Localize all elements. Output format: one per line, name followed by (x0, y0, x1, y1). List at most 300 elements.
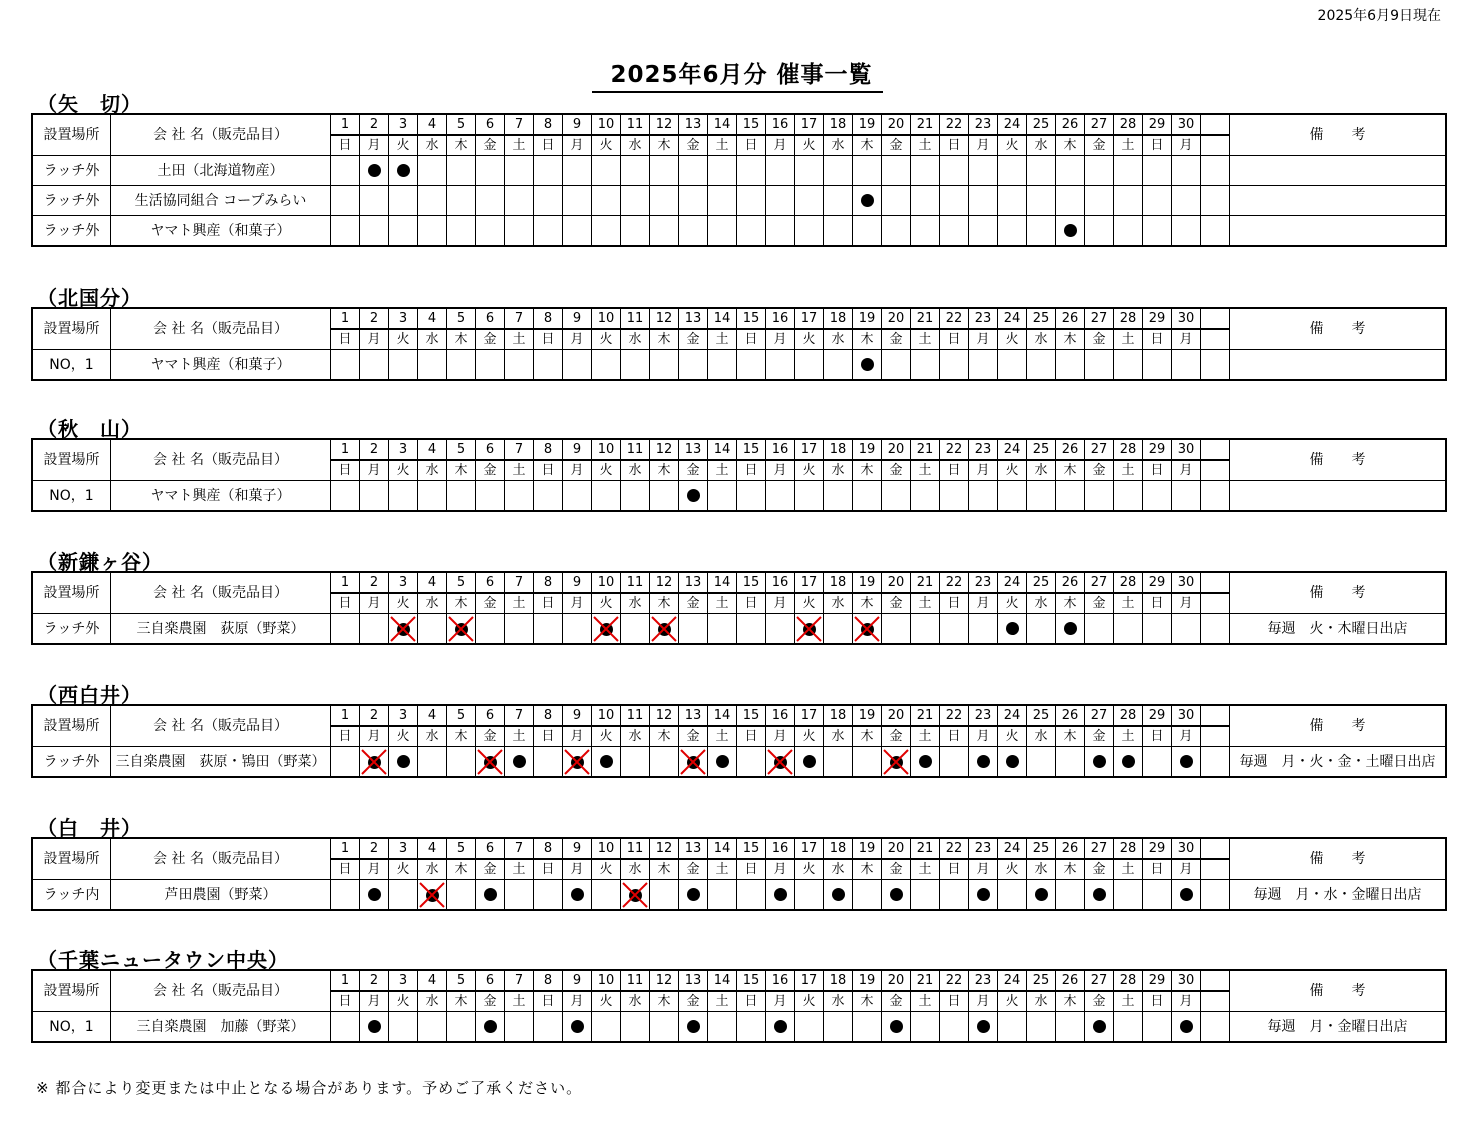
weekday: 金 (476, 726, 505, 747)
weekday: 水 (621, 859, 650, 880)
day-cell (650, 1012, 679, 1042)
event-dot-icon (1006, 622, 1019, 635)
day-cell (476, 880, 505, 910)
company-cell: 芦田農園（野菜） (111, 880, 331, 910)
day-number: 27 (1085, 839, 1114, 860)
day-cell (592, 481, 621, 511)
day-number: 24 (998, 115, 1027, 136)
day-number: 11 (621, 440, 650, 461)
day-number: 3 (389, 706, 418, 727)
day-number: 16 (766, 839, 795, 860)
weekday: 木 (1056, 726, 1085, 747)
weekday: 日 (737, 859, 766, 880)
weekday: 日 (1143, 726, 1172, 747)
day-number: 26 (1056, 440, 1085, 461)
day-number: 28 (1114, 573, 1143, 594)
location-cell: ラッチ外 (33, 747, 111, 777)
blank-day-cell (1201, 706, 1230, 727)
weekday: 水 (621, 329, 650, 350)
event-dot-icon (977, 755, 990, 768)
red-cross-icon (419, 882, 445, 908)
event-dot-icon (368, 888, 381, 901)
day-number: 10 (592, 115, 621, 136)
day-cell (795, 880, 824, 910)
weekday: 月 (1172, 329, 1201, 350)
weekday: 月 (969, 135, 998, 156)
event-dot-icon (1180, 888, 1193, 901)
table-row (33, 216, 1446, 246)
red-cross-icon (593, 616, 619, 642)
day-number: 13 (679, 839, 708, 860)
day-cell (911, 614, 940, 644)
day-cell (969, 350, 998, 380)
day-number: 7 (505, 440, 534, 461)
weekday: 日 (331, 135, 360, 156)
weekday: 火 (389, 726, 418, 747)
table-row (33, 156, 1446, 186)
weekday: 土 (1114, 135, 1143, 156)
day-cell (766, 880, 795, 910)
day-number: 8 (534, 440, 563, 461)
weekday: 水 (418, 329, 447, 350)
weekday: 土 (505, 859, 534, 880)
cancelled-event-icon (477, 749, 503, 775)
company-header: 会 社 名（販売品目） (111, 309, 331, 350)
day-cell (360, 216, 389, 246)
day-number: 22 (940, 440, 969, 461)
weekday: 水 (418, 726, 447, 747)
weekday: 火 (795, 859, 824, 880)
day-cell (418, 216, 447, 246)
day-cell (1056, 186, 1085, 216)
day-cell (1172, 156, 1201, 186)
weekday: 月 (766, 329, 795, 350)
weekday: 木 (853, 329, 882, 350)
weekday: 火 (592, 329, 621, 350)
weekday: 土 (505, 726, 534, 747)
weekday: 木 (853, 135, 882, 156)
day-number: 30 (1172, 706, 1201, 727)
day-cell (592, 747, 621, 777)
day-cell (679, 156, 708, 186)
weekday: 月 (1172, 859, 1201, 880)
day-cell (389, 350, 418, 380)
event-dot-icon (397, 164, 410, 177)
red-cross-icon (361, 749, 387, 775)
weekday: 土 (911, 593, 940, 614)
weekday: 金 (679, 329, 708, 350)
weekday: 水 (621, 460, 650, 481)
day-number: 7 (505, 309, 534, 330)
day-number: 6 (476, 115, 505, 136)
remarks-cell (1230, 186, 1446, 216)
blank-day-cell (1201, 481, 1230, 511)
day-cell (1114, 747, 1143, 777)
table-row (33, 1012, 1446, 1042)
day-number: 17 (795, 115, 824, 136)
event-dot-icon (368, 1020, 381, 1033)
weekday: 月 (563, 460, 592, 481)
weekday: 火 (592, 726, 621, 747)
day-cell (1027, 747, 1056, 777)
weekday: 土 (1114, 329, 1143, 350)
day-cell (824, 156, 853, 186)
day-number: 24 (998, 309, 1027, 330)
day-number: 20 (882, 971, 911, 992)
weekday: 火 (592, 593, 621, 614)
blank-day-cell (1201, 156, 1230, 186)
day-cell (708, 481, 737, 511)
day-number: 29 (1143, 839, 1172, 860)
day-number: 25 (1027, 706, 1056, 727)
weekday: 土 (1114, 460, 1143, 481)
blank-day-cell (1201, 971, 1230, 992)
weekday: 木 (1056, 859, 1085, 880)
day-number: 5 (447, 440, 476, 461)
weekday: 日 (331, 991, 360, 1012)
blank-weekday-cell (1201, 991, 1230, 1012)
day-number: 20 (882, 706, 911, 727)
event-dot-icon (1006, 755, 1019, 768)
day-cell (766, 1012, 795, 1042)
cancelled-event-icon (564, 749, 590, 775)
event-dot-icon (484, 888, 497, 901)
weekday: 木 (650, 726, 679, 747)
day-number: 29 (1143, 309, 1172, 330)
day-cell (708, 156, 737, 186)
day-number: 24 (998, 706, 1027, 727)
event-dot-icon (1180, 1020, 1193, 1033)
day-cell (824, 614, 853, 644)
day-cell (505, 216, 534, 246)
location-cell: NO，1 (33, 350, 111, 380)
day-cell (476, 350, 505, 380)
weekday: 水 (824, 593, 853, 614)
day-cell (592, 880, 621, 910)
day-cell (1114, 350, 1143, 380)
day-number: 5 (447, 971, 476, 992)
day-number: 11 (621, 573, 650, 594)
day-number: 20 (882, 115, 911, 136)
day-cell (969, 481, 998, 511)
location-cell: ラッチ外 (33, 186, 111, 216)
day-cell (998, 880, 1027, 910)
day-cell (534, 156, 563, 186)
weekday: 火 (998, 991, 1027, 1012)
cancelled-event-icon (883, 749, 909, 775)
day-cell (447, 186, 476, 216)
event-dot-icon (977, 1020, 990, 1033)
day-cell (331, 747, 360, 777)
weekday: 金 (679, 593, 708, 614)
section-title: （新鎌ヶ谷） (37, 550, 163, 574)
event-dot-icon (861, 358, 874, 371)
event-dot-icon (484, 1020, 497, 1033)
weekday: 日 (534, 329, 563, 350)
day-cell (824, 481, 853, 511)
day-number: 30 (1172, 115, 1201, 136)
day-cell (331, 186, 360, 216)
day-cell (824, 350, 853, 380)
day-number: 14 (708, 706, 737, 727)
red-cross-icon (854, 616, 880, 642)
remarks-cell: 毎週 月・水・金曜日出店 (1230, 880, 1446, 910)
blank-day-cell (1201, 216, 1230, 246)
day-cell (824, 1012, 853, 1042)
red-cross-icon (448, 616, 474, 642)
weekday: 木 (447, 726, 476, 747)
weekday: 金 (679, 991, 708, 1012)
weekday: 金 (882, 460, 911, 481)
day-cell (911, 1012, 940, 1042)
day-number: 28 (1114, 440, 1143, 461)
page-title (0, 56, 1475, 93)
day-cell (331, 880, 360, 910)
table-row (33, 747, 1446, 777)
day-cell (737, 747, 766, 777)
weekday: 日 (1143, 593, 1172, 614)
day-number: 28 (1114, 115, 1143, 136)
day-cell (679, 186, 708, 216)
weekday: 火 (592, 135, 621, 156)
day-cell (882, 216, 911, 246)
day-cell (1172, 614, 1201, 644)
day-cell (969, 1012, 998, 1042)
day-cell (679, 350, 708, 380)
weekday: 金 (882, 859, 911, 880)
day-cell (534, 350, 563, 380)
day-cell (998, 216, 1027, 246)
weekday: 月 (766, 460, 795, 481)
day-cell (563, 1012, 592, 1042)
day-cell (969, 156, 998, 186)
red-cross-icon (622, 882, 648, 908)
day-cell (1172, 186, 1201, 216)
day-cell (360, 481, 389, 511)
day-cell (708, 350, 737, 380)
day-cell (1085, 350, 1114, 380)
day-cell (592, 156, 621, 186)
day-number: 22 (940, 839, 969, 860)
day-number: 12 (650, 839, 679, 860)
day-cell (1114, 1012, 1143, 1042)
weekday: 金 (679, 135, 708, 156)
day-number: 13 (679, 573, 708, 594)
day-cell (389, 614, 418, 644)
day-cell (940, 614, 969, 644)
day-number: 27 (1085, 971, 1114, 992)
day-cell (505, 614, 534, 644)
day-cell (447, 747, 476, 777)
day-cell (1056, 880, 1085, 910)
day-cell (331, 1012, 360, 1042)
day-number: 2 (360, 309, 389, 330)
weekday: 水 (824, 329, 853, 350)
day-number: 15 (737, 309, 766, 330)
weekday: 土 (1114, 859, 1143, 880)
day-number: 2 (360, 971, 389, 992)
day-number: 9 (563, 971, 592, 992)
day-cell (969, 216, 998, 246)
day-number: 9 (563, 573, 592, 594)
blank-weekday-cell (1201, 859, 1230, 880)
day-cell (940, 216, 969, 246)
day-cell (940, 156, 969, 186)
weekday: 月 (563, 726, 592, 747)
day-number: 3 (389, 115, 418, 136)
day-cell (534, 1012, 563, 1042)
day-number: 6 (476, 971, 505, 992)
day-cell (940, 1012, 969, 1042)
weekday: 土 (911, 135, 940, 156)
day-number: 16 (766, 706, 795, 727)
weekday: 木 (650, 329, 679, 350)
day-cell (447, 880, 476, 910)
day-cell (621, 216, 650, 246)
weekday: 月 (563, 991, 592, 1012)
section-title: （北国分） (37, 286, 142, 310)
day-cell (563, 614, 592, 644)
blank-day-cell (1201, 747, 1230, 777)
weekday: 月 (1172, 726, 1201, 747)
weekday: 月 (360, 593, 389, 614)
day-number: 29 (1143, 573, 1172, 594)
day-number: 3 (389, 971, 418, 992)
day-number: 14 (708, 115, 737, 136)
day-cell (1056, 1012, 1085, 1042)
day-cell (911, 880, 940, 910)
weekday: 土 (505, 460, 534, 481)
remarks-header: 備 考 (1230, 309, 1446, 350)
day-number: 12 (650, 440, 679, 461)
day-number: 25 (1027, 839, 1056, 860)
day-cell (1143, 880, 1172, 910)
day-cell (1085, 481, 1114, 511)
day-cell (563, 747, 592, 777)
cancelled-event-icon (593, 616, 619, 642)
day-cell (1085, 614, 1114, 644)
weekday: 金 (476, 991, 505, 1012)
weekday: 金 (882, 726, 911, 747)
day-number: 20 (882, 839, 911, 860)
weekday: 金 (679, 726, 708, 747)
day-cell (563, 156, 592, 186)
weekday: 水 (418, 859, 447, 880)
day-cell (592, 186, 621, 216)
day-cell (853, 156, 882, 186)
day-cell (998, 481, 1027, 511)
day-number: 18 (824, 971, 853, 992)
day-cell (1085, 1012, 1114, 1042)
day-cell (911, 350, 940, 380)
day-number: 22 (940, 706, 969, 727)
day-number: 16 (766, 115, 795, 136)
remarks-header: 備 考 (1230, 573, 1446, 614)
weekday: 金 (1085, 593, 1114, 614)
weekday: 月 (360, 991, 389, 1012)
event-dot-icon (1093, 888, 1106, 901)
weekday: 火 (389, 460, 418, 481)
day-cell (447, 481, 476, 511)
day-cell (853, 747, 882, 777)
weekday: 水 (621, 726, 650, 747)
day-cell (882, 880, 911, 910)
day-number: 28 (1114, 309, 1143, 330)
weekday: 木 (650, 859, 679, 880)
day-cell (1056, 350, 1085, 380)
cancelled-event-icon (419, 882, 445, 908)
schedule-table (32, 705, 1446, 777)
day-cell (1143, 350, 1172, 380)
day-cell (998, 614, 1027, 644)
day-cell (592, 350, 621, 380)
weekday: 月 (1172, 135, 1201, 156)
day-cell (737, 186, 766, 216)
day-number: 25 (1027, 971, 1056, 992)
day-cell (766, 156, 795, 186)
remarks-header: 備 考 (1230, 706, 1446, 747)
day-cell (1143, 156, 1172, 186)
location-cell: ラッチ外 (33, 156, 111, 186)
event-dot-icon (687, 489, 700, 502)
day-cell (1114, 880, 1143, 910)
day-cell (360, 1012, 389, 1042)
location-header: 設置場所 (33, 309, 111, 350)
weekday: 火 (998, 135, 1027, 156)
day-cell (1085, 186, 1114, 216)
day-cell (737, 614, 766, 644)
day-number: 21 (911, 573, 940, 594)
day-number: 27 (1085, 309, 1114, 330)
weekday: 土 (708, 991, 737, 1012)
day-cell (650, 614, 679, 644)
remarks-header: 備 考 (1230, 971, 1446, 1012)
table-row (33, 481, 1446, 511)
day-number: 28 (1114, 706, 1143, 727)
day-cell (795, 350, 824, 380)
event-dot-icon (1064, 224, 1077, 237)
day-number: 29 (1143, 440, 1172, 461)
day-number: 18 (824, 706, 853, 727)
weekday: 火 (998, 460, 1027, 481)
day-cell (650, 216, 679, 246)
day-cell (1143, 1012, 1172, 1042)
day-cell (360, 156, 389, 186)
event-dot-icon (687, 888, 700, 901)
event-dot-icon (716, 755, 729, 768)
location-cell: NO，1 (33, 481, 111, 511)
day-cell (331, 481, 360, 511)
day-cell (853, 614, 882, 644)
day-number: 9 (563, 115, 592, 136)
weekday: 月 (1172, 593, 1201, 614)
day-number: 28 (1114, 839, 1143, 860)
weekday: 水 (418, 135, 447, 156)
table-row (33, 350, 1446, 380)
day-number: 1 (331, 309, 360, 330)
blank-day-cell (1201, 440, 1230, 461)
day-number: 12 (650, 115, 679, 136)
day-cell (708, 216, 737, 246)
day-number: 15 (737, 839, 766, 860)
day-number: 8 (534, 573, 563, 594)
weekday: 水 (621, 593, 650, 614)
weekday: 水 (621, 135, 650, 156)
day-cell (1027, 880, 1056, 910)
day-number: 18 (824, 309, 853, 330)
day-cell (853, 350, 882, 380)
weekday: 木 (853, 593, 882, 614)
